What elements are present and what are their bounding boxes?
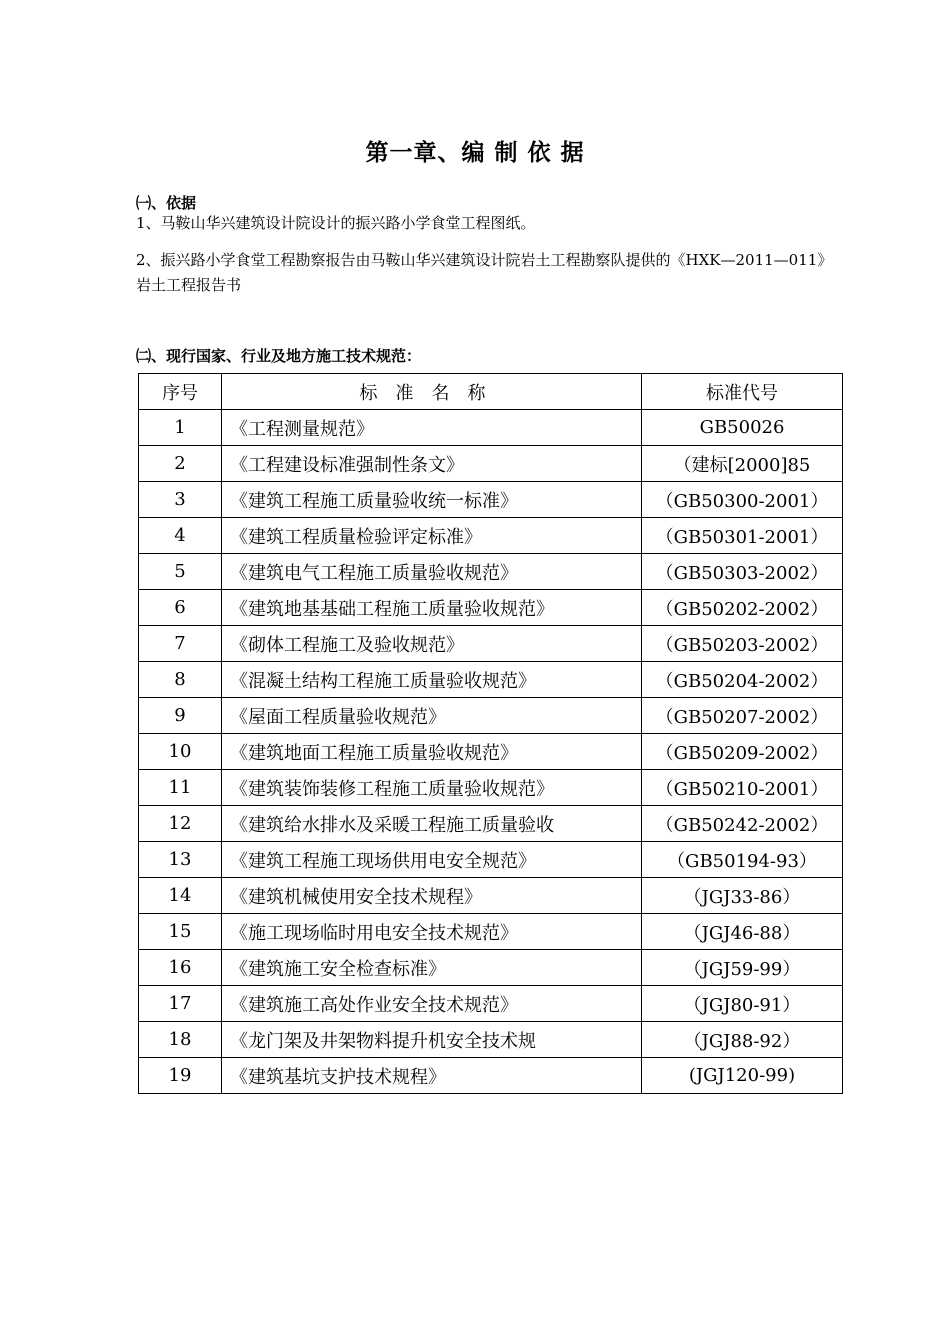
standard-name: 《混凝土结构工程施工质量验收规范》 (222, 662, 642, 698)
standard-code: （GB50207-2002） (642, 698, 843, 734)
table-row (139, 554, 843, 590)
standard-name: 《建筑装饰装修工程施工质量验收规范》 (222, 770, 642, 806)
basis-item-1: 1、马鞍山华兴建筑设计院设计的振兴路小学食堂工程图纸。 (136, 214, 536, 232)
table-row (139, 770, 843, 806)
table-row (139, 410, 843, 446)
table-row (139, 446, 843, 482)
standard-name: 《建筑工程施工质量验收统一标准》 (222, 482, 642, 518)
table-row (139, 986, 843, 1022)
standard-code: （建标[2000]85 (642, 446, 843, 482)
row-number: 18 (139, 1022, 222, 1058)
col-header-name: 标准名称 (222, 374, 642, 410)
standard-code: GB50026 (642, 410, 843, 446)
standard-name: 《建筑施工高处作业安全技术规范》 (222, 986, 642, 1022)
basis-item-2: 2、振兴路小学食堂工程勘察报告由马鞍山华兴建筑设计院岩土工程勘察队提供的《HXK—2011—011》岩土工程报告书 (136, 251, 833, 294)
table-row (139, 806, 843, 842)
row-number: 8 (139, 662, 222, 698)
table-row (139, 950, 843, 986)
standard-code: （GB50209-2002） (642, 734, 843, 770)
standard-code: （GB50210-2001） (642, 770, 843, 806)
section-1-heading: ㈠、依据 (136, 194, 197, 212)
table-row (139, 1058, 843, 1094)
table-row (139, 590, 843, 626)
section-2-heading: ㈡、现行国家、行业及地方施工技术规范： (136, 347, 422, 365)
row-number: 1 (139, 410, 222, 446)
row-number: 11 (139, 770, 222, 806)
standard-code: （GB50203-2002） (642, 626, 843, 662)
row-number: 10 (139, 734, 222, 770)
standard-name: 《建筑工程施工现场供用电安全规范》 (222, 842, 642, 878)
row-number: 14 (139, 878, 222, 914)
row-number: 4 (139, 518, 222, 554)
standard-code: （GB50194-93） (642, 842, 843, 878)
standard-name: 《建筑工程质量检验评定标准》 (222, 518, 642, 554)
row-number: 13 (139, 842, 222, 878)
table-row (139, 1022, 843, 1058)
standards-table (138, 373, 843, 1094)
standard-name: 《施工现场临时用电安全技术规范》 (222, 914, 642, 950)
row-number: 6 (139, 590, 222, 626)
standard-code: （GB50303-2002） (642, 554, 843, 590)
standard-code: （JGJ59-99） (642, 950, 843, 986)
standard-name: 《建筑机械使用安全技术规程》 (222, 878, 642, 914)
table-row (139, 482, 843, 518)
standard-code: （GB50202-2002） (642, 590, 843, 626)
row-number: 9 (139, 698, 222, 734)
col-header-no: 序号 (139, 374, 222, 410)
standard-code: （GB50242-2002） (642, 806, 843, 842)
standard-code: （JGJ33-86） (642, 878, 843, 914)
standard-name: 《建筑地面工程施工质量验收规范》 (222, 734, 642, 770)
standard-name: 《工程测量规范》 (222, 410, 642, 446)
row-number: 3 (139, 482, 222, 518)
standard-name: 《龙门架及井架物料提升机安全技术规 (222, 1022, 642, 1058)
standard-name: 《砌体工程施工及验收规范》 (222, 626, 642, 662)
table-row (139, 914, 843, 950)
standard-code: （GB50301-2001） (642, 518, 843, 554)
table-header-row (139, 374, 843, 410)
standard-name: 《工程建设标准强制性条文》 (222, 446, 642, 482)
table-row (139, 734, 843, 770)
col-header-code: 标准代号 (642, 374, 843, 410)
row-number: 19 (139, 1058, 222, 1094)
standard-name: 《建筑给水排水及采暖工程施工质量验收 (222, 806, 642, 842)
table-row (139, 842, 843, 878)
standard-code: （GB50300-2001） (642, 482, 843, 518)
standard-code: （JGJ46-88） (642, 914, 843, 950)
row-number: 16 (139, 950, 222, 986)
table-row (139, 518, 843, 554)
table-row (139, 878, 843, 914)
table-row (139, 698, 843, 734)
row-number: 12 (139, 806, 222, 842)
standard-name: 《屋面工程质量验收规范》 (222, 698, 642, 734)
standard-name: 《建筑施工安全检查标准》 (222, 950, 642, 986)
standard-name: 《建筑基坑支护技术规程》 (222, 1058, 642, 1094)
table-row (139, 626, 843, 662)
standard-name: 《建筑电气工程施工质量验收规范》 (222, 554, 642, 590)
standard-code: （JGJ80-91） (642, 986, 843, 1022)
standard-code: （GB50204-2002） (642, 662, 843, 698)
page-title: 第一章、编 制 依 据 (365, 140, 585, 166)
row-number: 17 (139, 986, 222, 1022)
row-number: 15 (139, 914, 222, 950)
standard-name: 《建筑地基基础工程施工质量验收规范》 (222, 590, 642, 626)
standard-code: (JGJ120-99) (642, 1058, 843, 1094)
standard-code: （JGJ88-92） (642, 1022, 843, 1058)
row-number: 5 (139, 554, 222, 590)
row-number: 2 (139, 446, 222, 482)
table-row (139, 662, 843, 698)
row-number: 7 (139, 626, 222, 662)
